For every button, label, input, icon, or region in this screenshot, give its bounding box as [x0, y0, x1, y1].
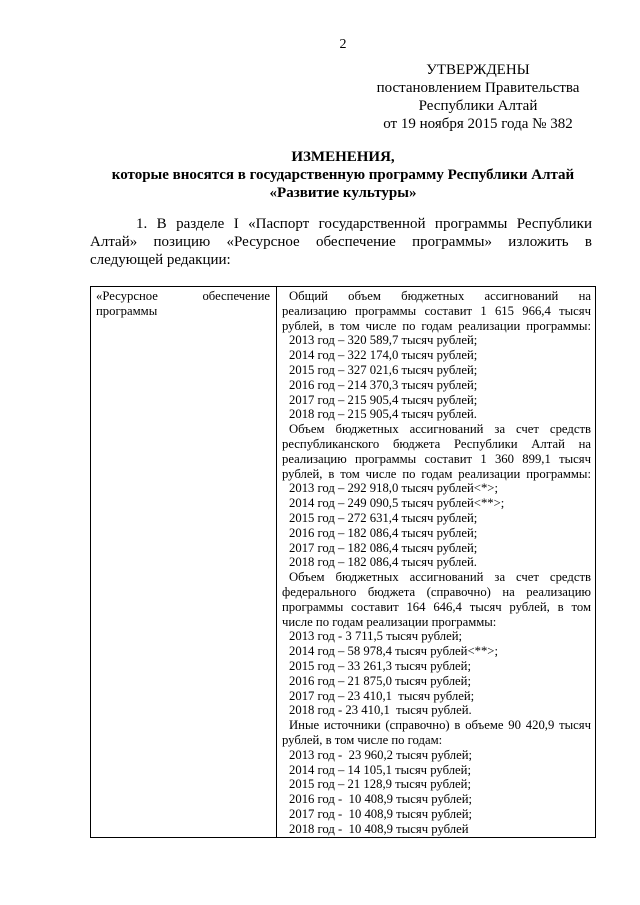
- funding-year-line: 2014 год – 14 105,1 тысяч рублей;: [289, 762, 471, 777]
- resource-table: [90, 286, 596, 838]
- funding-year-line: 2018 год - 10 408,9 тысяч рублей: [289, 821, 469, 836]
- funding-year-line: 2016 год – 182 086,4 тысяч рублей;: [289, 525, 478, 540]
- document-title: [90, 148, 596, 202]
- funding-text-line: рублей, в том числе по годам:: [282, 732, 443, 747]
- approval-line: Республики Алтай: [418, 98, 538, 114]
- approval-block: [368, 61, 588, 133]
- funding-text-line: реализацию программы составит 1 615 966,4 тысяч: [282, 303, 591, 318]
- funding-year-line: 2014 год – 58 978,4 тысяч рублей<**>;: [289, 644, 498, 659]
- funding-year-line: 2018 год - 23 410,1 тысяч рублей.: [289, 703, 472, 718]
- funding-year-line: 2015 год – 327 021,6 тысяч рублей;: [289, 362, 478, 377]
- approval-line: от 19 ноября 2015 года № 382: [383, 116, 573, 132]
- funding-text-line: Общий объем бюджетных ассигнований на: [289, 289, 591, 303]
- approval-line: УТВЕРЖДЕНЫ: [426, 62, 530, 78]
- funding-year-line: 2013 год - 3 711,5 тысяч рублей;: [289, 629, 463, 644]
- funding-year-line: 2014 год – 322 174,0 тысяч рублей;: [289, 348, 478, 363]
- funding-text-line: Объем бюджетных ассигнований за счет средств: [289, 570, 591, 585]
- funding-text-line: республиканского бюджета Республики Алтай на: [282, 436, 591, 451]
- table-cell-label: [91, 287, 277, 837]
- funding-year-line: 2017 год – 182 086,4 тысяч рублей;: [289, 540, 478, 555]
- funding-year-line: 2016 год – 214 370,3 тысяч рублей;: [289, 377, 478, 392]
- funding-text-line: реализацию программы составит 1 360 899,1 тысяч: [282, 451, 591, 466]
- table-cell-content: [277, 287, 595, 837]
- amendment-paragraph: [90, 215, 592, 269]
- funding-year-line: 2013 год – 292 918,0 тысяч рублей<*>;: [289, 481, 498, 496]
- page-number: 2: [339, 37, 347, 52]
- funding-text-line: рублей, в том числе по годам реализации программы:: [282, 466, 591, 481]
- funding-text-line: рублей, в том числе по годам реализации программы:: [282, 318, 591, 333]
- funding-text-line: федерального бюджета (справочно) на реализацию: [282, 584, 591, 599]
- title-line: ИЗМЕНЕНИЯ,: [291, 149, 395, 165]
- paragraph-line: следующей редакции:: [90, 252, 231, 268]
- approval-line: постановлением Правительства: [376, 80, 580, 96]
- funding-year-line: 2018 год – 182 086,4 тысяч рублей.: [289, 555, 477, 570]
- funding-text-line: Иные источники (справочно) в объеме 90 420,9 тысяч: [289, 718, 591, 733]
- funding-year-line: 2017 год – 215 905,4 тысяч рублей;: [289, 392, 478, 407]
- paragraph-line: Алтай» позицию «Ресурсное обеспечение программы» изложить в: [90, 234, 592, 250]
- funding-year-line: 2015 год – 33 261,3 тысяч рублей;: [289, 658, 471, 673]
- label-line: программы: [96, 303, 158, 318]
- title-line: «Развитие культуры»: [269, 185, 417, 201]
- paragraph-line: 1. В разделе I «Паспорт государственной программы Республики: [136, 216, 592, 232]
- funding-year-line: 2014 год – 249 090,5 тысяч рублей<**>;: [289, 496, 505, 511]
- label-line: «Ресурсное обеспечение: [96, 289, 270, 303]
- funding-year-line: 2015 год – 272 631,4 тысяч рублей;: [289, 510, 478, 525]
- funding-year-line: 2017 год – 23 410,1 тысяч рублей;: [289, 688, 475, 703]
- funding-year-line: 2016 год - 10 408,9 тысяч рублей;: [289, 792, 473, 807]
- funding-year-line: 2017 год - 10 408,9 тысяч рублей;: [289, 806, 473, 821]
- funding-year-line: 2013 год – 320 589,7 тысяч рублей;: [289, 333, 478, 348]
- funding-text-line: числе по годам реализации программы:: [282, 614, 497, 629]
- funding-year-line: 2013 год - 23 960,2 тысяч рублей;: [289, 747, 473, 762]
- funding-year-line: 2015 год – 21 128,9 тысяч рублей;: [289, 777, 471, 792]
- title-line: которые вносятся в государственную программу Республики Алтай: [111, 167, 575, 183]
- funding-text-line: Объем бюджетных ассигнований за счет средств: [289, 422, 591, 437]
- funding-year-line: 2016 год – 21 875,0 тысяч рублей;: [289, 673, 471, 688]
- funding-year-line: 2018 год – 215 905,4 тысяч рублей.: [289, 407, 477, 422]
- funding-text-line: программы составит 164 646,4 тысяч рублей, в том: [282, 599, 591, 614]
